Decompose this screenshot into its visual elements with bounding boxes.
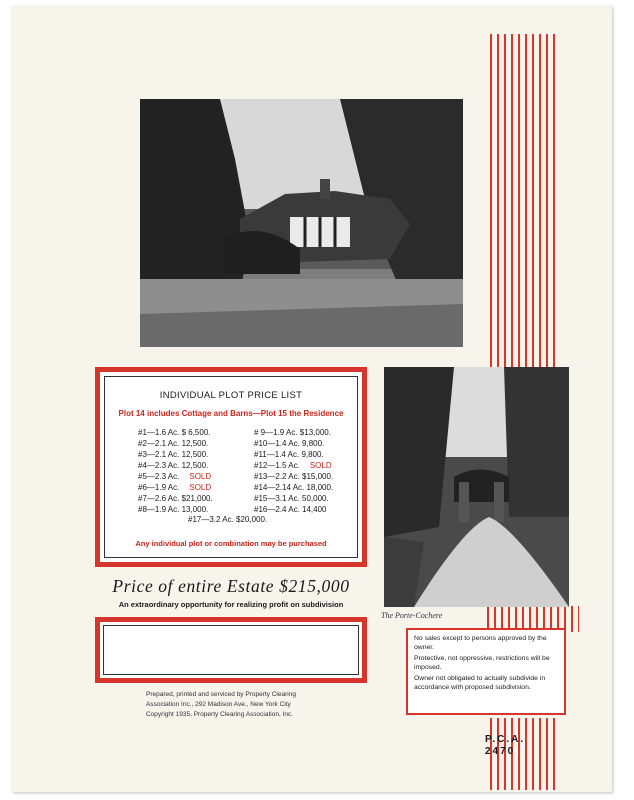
plot-row <box>138 460 333 471</box>
plot-left-text: #2—2.1 Ac. 12,500. <box>138 439 209 448</box>
plot-right-entry <box>254 493 329 504</box>
subdivision-tagline: An extraordinary opportunity for realizing profit on subdivision <box>118 600 344 609</box>
plot-left-text: #1—1.6 Ac. $ 6,500. <box>138 428 211 437</box>
plot-right-text: #13—2.2 Ac. $15,000. <box>254 472 334 481</box>
estate-price: Price of entire Estate $215,000 <box>112 576 350 596</box>
plot-right-entry <box>254 427 331 438</box>
plot-row <box>138 504 333 515</box>
plot-left-entry <box>138 471 254 482</box>
plot-right-entry <box>254 482 333 493</box>
notice-restrictions: Protective, not oppressive, restrictions will be imposed. <box>414 655 550 671</box>
plot-right-text: #10—1.4 Ac. 9,800. <box>254 439 325 448</box>
plot-right-entry <box>254 449 324 460</box>
plot-left-entry <box>138 427 254 438</box>
plot-left-text: #8—1.9 Ac. 13,000. <box>138 505 209 514</box>
porte-cochere-photo <box>384 367 569 607</box>
plot-left-entry <box>138 482 254 493</box>
plot-row <box>138 482 333 493</box>
sold-badge: SOLD <box>309 461 332 470</box>
plot-row <box>138 438 333 449</box>
plot-left-entry <box>138 460 254 471</box>
plot-left-entry <box>138 449 254 460</box>
notice-approval: No sales except to persons approved by the owner. <box>414 635 547 651</box>
sold-badge: SOLD <box>189 483 212 492</box>
plot-left-entry <box>138 493 254 504</box>
plot-left-text: #7—2.6 Ac. $21,000. <box>138 494 213 503</box>
plot-right-text: #15—3.1 Ac. 50,000. <box>254 494 329 503</box>
sale-conditions-notice <box>406 628 566 715</box>
plot-right-text: #14—2.14 Ac. 18,000. <box>254 483 334 492</box>
plot-right-text: #12—1.5 Ac. <box>254 461 300 470</box>
plot-left-entry <box>138 504 254 515</box>
catalog-code: 2470 <box>485 746 516 757</box>
plot-right-entry <box>254 438 324 449</box>
plot-left-text: #5—2.3 Ac. <box>138 472 180 481</box>
plot-right-text: #16—2.4 Ac. 14,400 <box>254 505 327 514</box>
blank-imprint-box <box>95 617 367 683</box>
credits-line: Association Inc., 292 Madison Ave., New York City <box>146 701 291 708</box>
blank-imprint-inner-border <box>103 625 359 675</box>
plot-row <box>138 427 333 438</box>
plot-left-entry <box>138 438 254 449</box>
plot-right-entry <box>254 460 332 471</box>
porte-cochere-caption: The Porte-Cochere <box>381 611 443 620</box>
printer-credits <box>146 690 296 720</box>
plot-row <box>138 493 333 504</box>
credits-line: Prepared, printed and serviced by Property Clearing <box>146 691 296 698</box>
plot-price-table <box>138 427 333 515</box>
price-list-title: INDIVIDUAL PLOT PRICE LIST <box>159 390 303 401</box>
price-list-footer: Any individual plot or combination may be purchased <box>135 539 327 548</box>
catalog-prefix: P.C.A. <box>485 734 526 745</box>
residence-photo <box>140 99 463 347</box>
catalog-number <box>485 734 525 758</box>
notice-subdivision: Owner not obligated to actually subdivide in accordance with proposed subdivision. <box>414 675 546 691</box>
plot-left-text: #4—2.3 Ac. 12,500. <box>138 461 209 470</box>
plot-right-entry <box>254 471 333 482</box>
plot-right-text: #11—1.4 Ac. 9,800. <box>254 450 324 459</box>
credits-line: Copyright 1935, Property Clearing Association, Inc. <box>146 711 294 718</box>
price-list-subtitle: Plot 14 includes Cottage and Barns—Plot 15 the Residence <box>118 409 344 418</box>
decorative-red-stripes-top <box>490 34 556 370</box>
plot-row <box>138 471 333 482</box>
plot-right-entry <box>254 504 327 515</box>
plot-left-text: #3—2.1 Ac. 12,500. <box>138 450 209 459</box>
plot-price-list-box <box>95 367 367 567</box>
sold-badge: SOLD <box>189 472 212 481</box>
plot-left-text: #6—1.9 Ac. <box>138 483 180 492</box>
plot-row <box>138 449 333 460</box>
plot-right-text: # 9—1.9 Ac. $13,000. <box>254 428 331 437</box>
plot-17-price: #17—3.2 Ac. $20,000. <box>188 515 268 524</box>
